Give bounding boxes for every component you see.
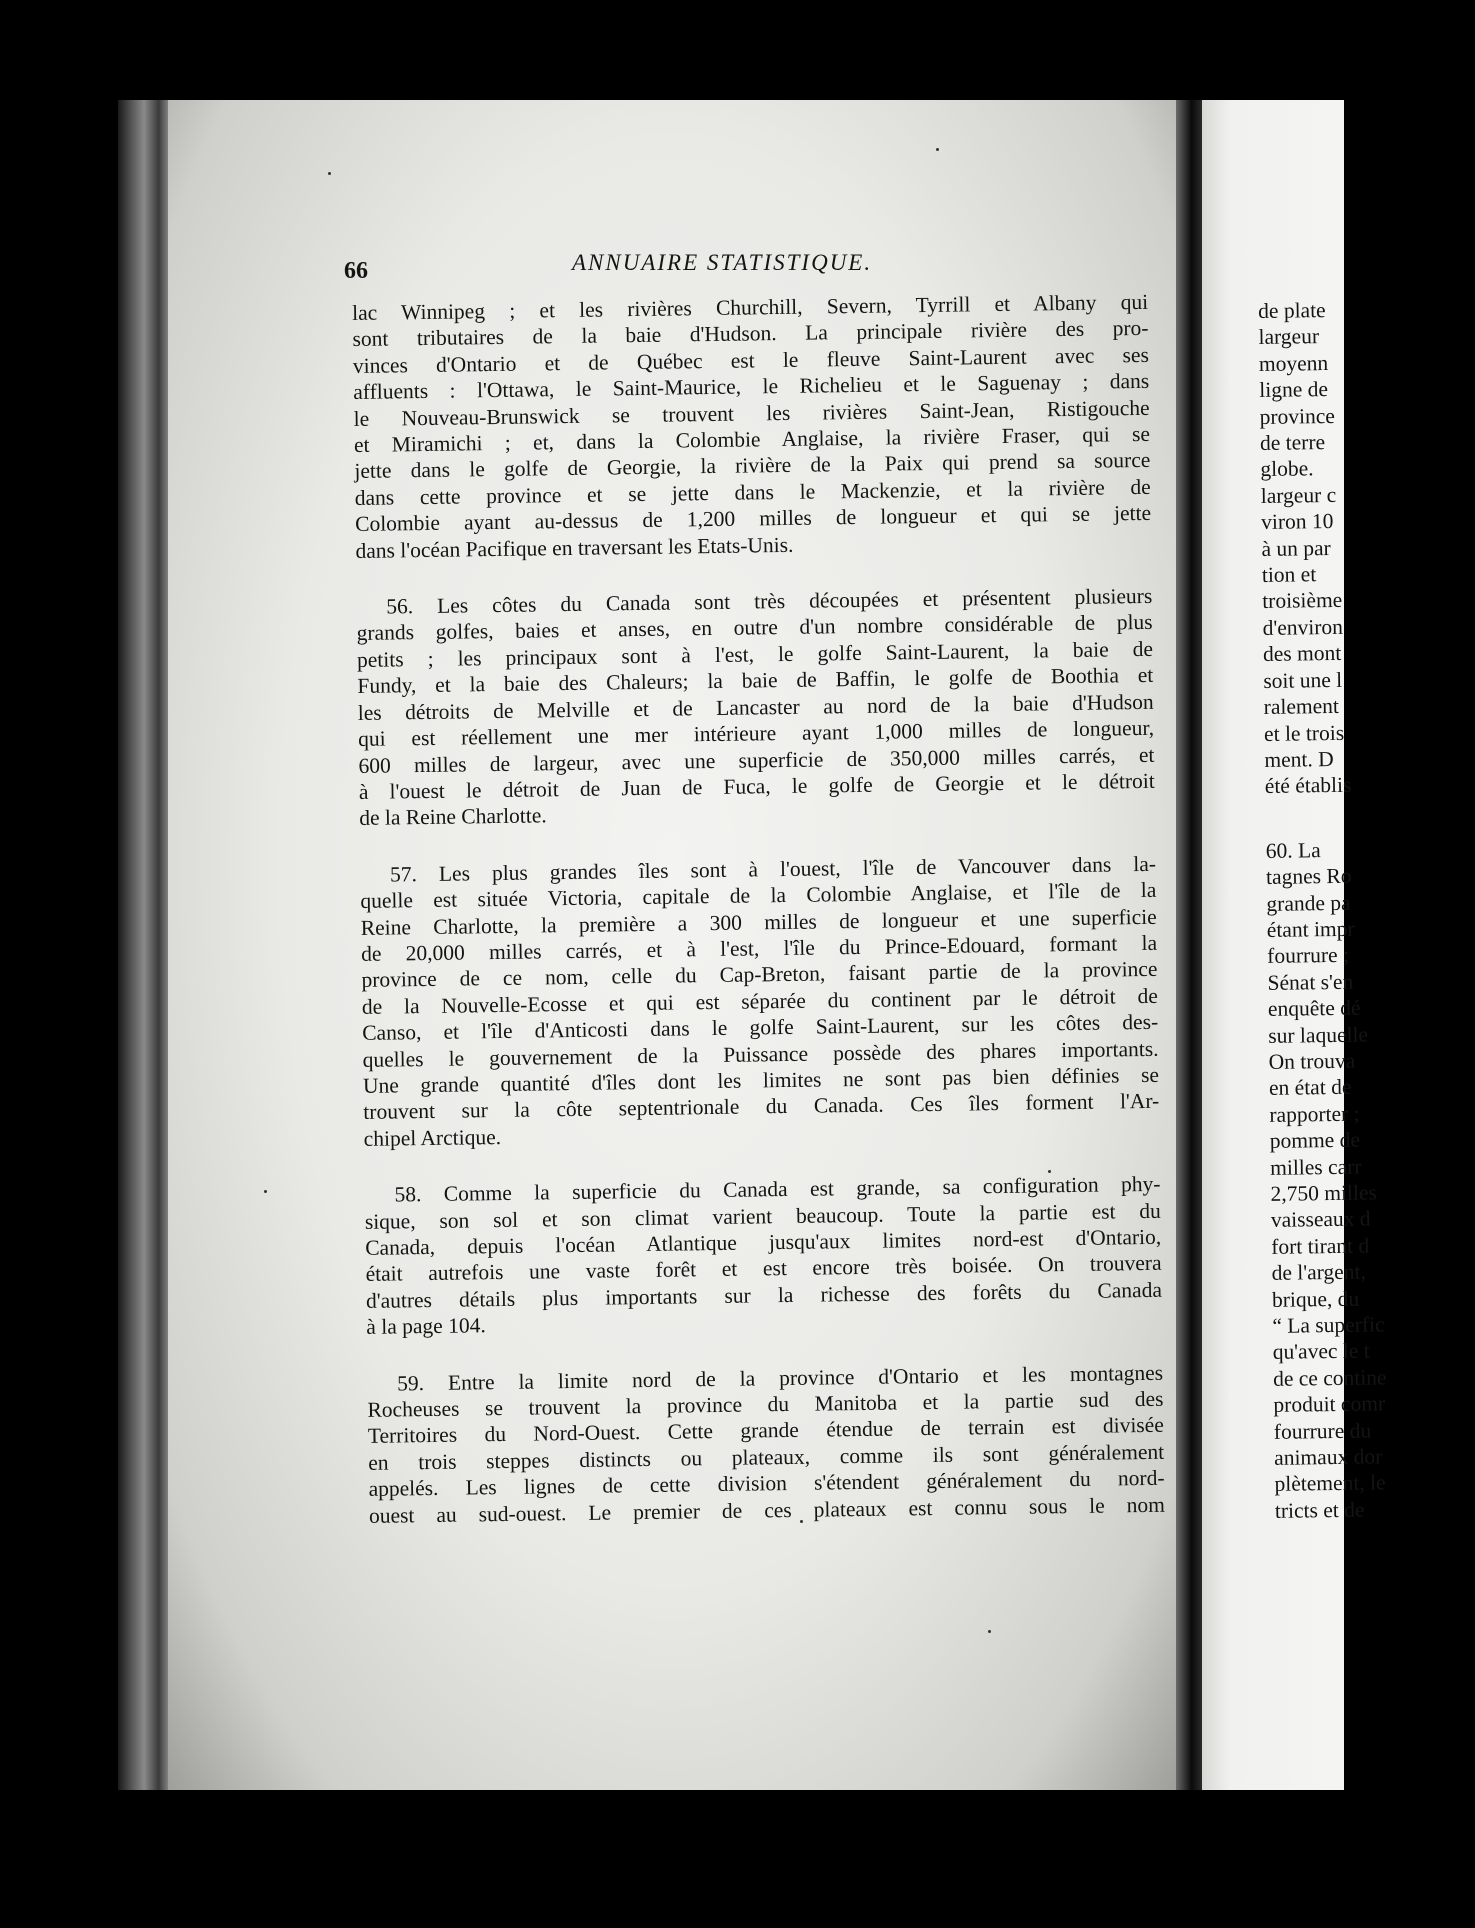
main-text [352,289,1165,1529]
scan-speck [264,1190,267,1193]
text-line: sur laquelle [1268,1022,1369,1048]
paragraph-continued [352,289,1152,564]
text-line: les détroits de Melville et de Lancaster au nord de la baie d'Hudson [357,689,1154,725]
text-line: Canso, et l'île d'Anticosti dans le golfe Saint-Laurent, sur les côtes des- [362,1009,1159,1046]
text-line: trouvent sur la côte septentrionale du Canada. Ces îles forment l'Ar- [363,1089,1160,1125]
text-line: ouest au sud-ouest. Le premier de ces plateaux est connu sous le nom [368,1492,1166,1528]
text-line: Colombie ayant au-dessus de 1,200 milles de longueur et qui se jette [354,501,1152,537]
text-line: Une grande quantité d'îles dont les limites ne sont pas bien définies se [362,1062,1160,1098]
text-line: à l'ouest le détroit de Juan de Fuca, le golfe de Georgie et le détroit [358,768,1155,804]
text-line: jette dans le golfe de Georgie, la rivière de la Paix qui prend sa source [354,448,1151,484]
text-line: 57. Les plus grandes îles sont à l'ouest, l'île de Vancouver dans la- [389,851,1157,887]
text-line: produit comr [1273,1391,1386,1418]
text-line: le Nouveau-Brunswick se trouvent les rivières Saint-Jean, Ristigouche [353,395,1150,431]
text-line: dans cette province et se jette dans le Mackenzie, et la rivière de [354,474,1151,510]
text-line: plètement, le [1274,1470,1386,1497]
text-line: en trois steppes distincts ou plateaux, comme ils sont généralement [368,1439,1165,1475]
text-line: largeur c [1260,482,1337,508]
text-line: sique, son sol et son climat varient beaucoup. Toute la partie est du [364,1198,1161,1234]
text-line: 2,750 milles [1270,1180,1377,1206]
text-line: lac Winnipeg ; et les rivières Churchill, Severn, Tyrrill et Albany qui [352,289,1149,325]
text-line: était autrefois une vaste forêt et est encore très boisée. On trouvera [365,1251,1162,1287]
text-line: Rocheuses se trouvent la province du Manitoba et la partie sud des [367,1386,1164,1422]
text-line: de la Nouvelle-Ecosse et qui est séparée du continent par le détroit de [361,983,1158,1019]
text-line: enquête dé [1267,995,1361,1022]
paragraph-59 [367,1359,1165,1529]
text-line: qu'avec le t [1272,1338,1370,1365]
text-line: ligne de [1259,377,1329,403]
text-line: 58. Comme la superficie du Canada est grande, sa configuration phy- [394,1171,1161,1207]
text-line: brique, du [1271,1286,1360,1312]
text-line: rapporter ; [1269,1101,1360,1127]
text-line: grands golfes, baies et anses, en outre d'un nombre considérable de plus [356,610,1153,646]
text-line: 56. Les côtes du Canada sont très découpées et présentent plusieurs [386,583,1153,619]
text-line: Fundy, et la baie des Chaleurs; la baie de Baffin, le golfe de Boothia et [357,663,1154,699]
text-line: été établis [1264,773,1352,799]
text-line: d'environ [1262,614,1344,640]
text-line: de 20,000 milles carrés, et à l'est, l'île du Prince-Edouard, formant la [360,930,1158,966]
text-line: en état de [1268,1075,1352,1101]
page-number: 66 [344,258,368,284]
text-line: à la page 104. [366,1313,486,1340]
text-line: fourrure ; [1267,943,1350,969]
scan-speck [328,172,331,175]
scan-speck [988,1630,991,1633]
text-line: quelle est située Victoria, capitale de la Colombie Anglaise, et l'île de la [360,877,1157,914]
text-line: d'autres détails plus importants sur la richesse des forêts du Canada [365,1277,1163,1313]
text-line: tion et [1261,562,1317,588]
scan-speck [936,148,939,151]
text-line: dans l'océan Pacifique en traversant les Etats-Unis. [355,532,794,563]
text-line: appelés. Les lignes de cette division s'étendent généralement du nord- [368,1466,1165,1502]
text-line: de plate [1258,298,1326,323]
text-line: Territoires du Nord-Ouest. Cette grande étendue de terrain est divisée [367,1413,1164,1449]
right-page-text [1258,295,1475,1524]
text-line: largeur [1258,324,1320,350]
text-line: qui est réellement une mer intérieure ayant 1,000 milles de longueur, [357,715,1155,752]
text-line: quelles le gouvernement de la Puissance possède des phares importants. [362,1036,1159,1072]
text-line: ralement [1263,694,1340,720]
left-page [168,100,1176,1790]
text-line: “ La superfic [1272,1312,1385,1338]
text-line: troisième [1262,588,1343,614]
text-line: Canada, depuis l'océan Atlantique jusqu'aux limites nord-est d'Ontario, [365,1224,1162,1260]
text-line: sont tributaires de la baie d'Hudson. La principale rivière des pro- [352,316,1149,352]
paragraph-57 [360,851,1160,1153]
text-line: viron 10 [1260,509,1334,535]
text-line: de la Reine Charlotte. [359,803,547,831]
text-line: soit une l [1263,667,1343,693]
text-line: 59. Entre la limite nord de la province d'Ontario et les montagnes [396,1360,1164,1396]
paragraph-58 [364,1171,1162,1341]
text-line: vaisseaux d [1270,1206,1371,1233]
text-line: province [1259,403,1336,429]
text-line: fourrure du [1273,1418,1372,1444]
text-line: Sénat s'en [1267,969,1354,995]
text-line: globe. [1260,456,1314,482]
text-line: animaux dor [1274,1444,1383,1470]
text-line: 60. La [1265,837,1321,863]
text-line: moyenn [1258,350,1329,376]
text-line: vinces d'Ontario et de Québec est le fleuve Saint-Laurent avec ses [352,342,1150,378]
right-page-fragment [1202,100,1387,1790]
text-line: affluents : l'Ottawa, le Saint-Maurice, le Richelieu et le Saguenay ; dans [353,369,1150,405]
text-line: chipel Arctique. [363,1124,502,1151]
text-line: On trouva [1268,1048,1356,1074]
text-line: étant impr [1266,916,1355,942]
text-line: à un par [1261,535,1331,561]
text-line: de ce contine [1272,1365,1387,1391]
running-head: ANNUAIRE STATISTIQUE. [572,250,873,275]
paragraph-56 [356,583,1155,832]
text-line: pomme de [1269,1127,1361,1154]
text-line: grande pa [1266,890,1351,916]
text-line: fort tirant d [1271,1233,1370,1259]
text-line: tagnes Ro [1265,863,1352,890]
text-line: Reine Charlotte, la première a 300 milles de longueur et une superficie [360,904,1157,940]
text-line: milles carr [1269,1154,1362,1180]
text-line: et le trois [1263,720,1345,746]
book-gutter [1176,100,1202,1790]
text-line: des mont [1262,641,1342,667]
text-line: 600 milles de largeur, avec une superficie de 350,000 milles carrés, et [358,742,1155,778]
text-line: et Miramichi ; et, dans la Colombie Anglaise, la rivière Fraser, qui se [353,421,1151,458]
text-line: petits ; les principaux sont à l'est, le golfe Saint-Laurent, la baie de [356,636,1154,672]
text-line: ment. D [1264,746,1334,772]
text-line: tricts et de [1274,1497,1365,1523]
text-line: province de ce nom, celle du Cap-Breton, faisant partie de la province [361,957,1158,993]
text-line: de terre [1259,430,1326,456]
text-line: de l'argent, [1271,1259,1367,1286]
